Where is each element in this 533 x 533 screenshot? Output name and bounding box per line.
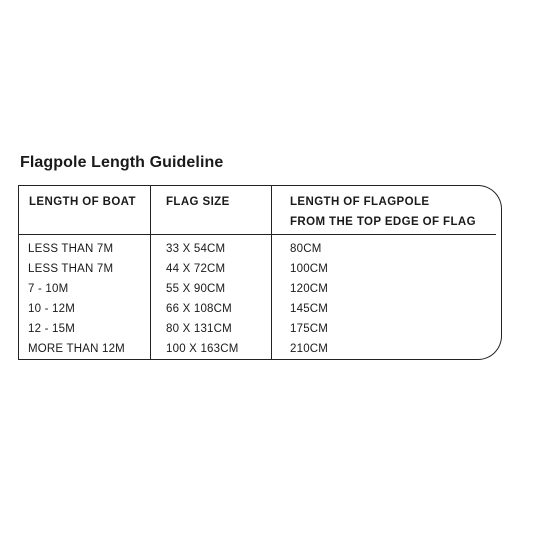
table-left-border <box>18 185 19 360</box>
table-cell-boat: MORE THAN 12M <box>28 343 125 355</box>
table-cell-pole: 100CM <box>290 263 329 275</box>
table-cell-flag: 100 X 163CM <box>166 343 239 355</box>
table-cell-boat: LESS THAN 7M <box>28 243 114 255</box>
header-flag-size: FLAG SIZE <box>166 196 230 208</box>
header-divider <box>18 234 496 235</box>
column-divider-2 <box>271 185 272 360</box>
table-cell-pole: 145CM <box>290 303 329 315</box>
header-length-of-boat: LENGTH OF BOAT <box>29 196 136 208</box>
header-from-top-edge: FROM THE TOP EDGE OF FLAG <box>290 216 476 228</box>
table-cell-pole: 80CM <box>290 243 322 255</box>
table-cell-flag: 33 X 54CM <box>166 243 226 255</box>
table-cell-pole: 210CM <box>290 343 329 355</box>
page-title: Flagpole Length Guideline <box>20 154 224 171</box>
header-length-of-flagpole: LENGTH OF FLAGPOLE <box>290 196 430 208</box>
table-cell-pole: 175CM <box>290 323 329 335</box>
table-cell-flag: 66 X 108CM <box>166 303 232 315</box>
table-cell-boat: LESS THAN 7M <box>28 263 114 275</box>
column-divider-1 <box>150 185 151 360</box>
table-cell-flag: 55 X 90CM <box>166 283 226 295</box>
table-cell-boat: 7 - 10M <box>28 283 69 295</box>
table-cell-pole: 120CM <box>290 283 329 295</box>
table-cell-flag: 80 X 131CM <box>166 323 232 335</box>
table-cell-boat: 10 - 12M <box>28 303 75 315</box>
table-cell-boat: 12 - 15M <box>28 323 75 335</box>
table-cell-flag: 44 X 72CM <box>166 263 226 275</box>
